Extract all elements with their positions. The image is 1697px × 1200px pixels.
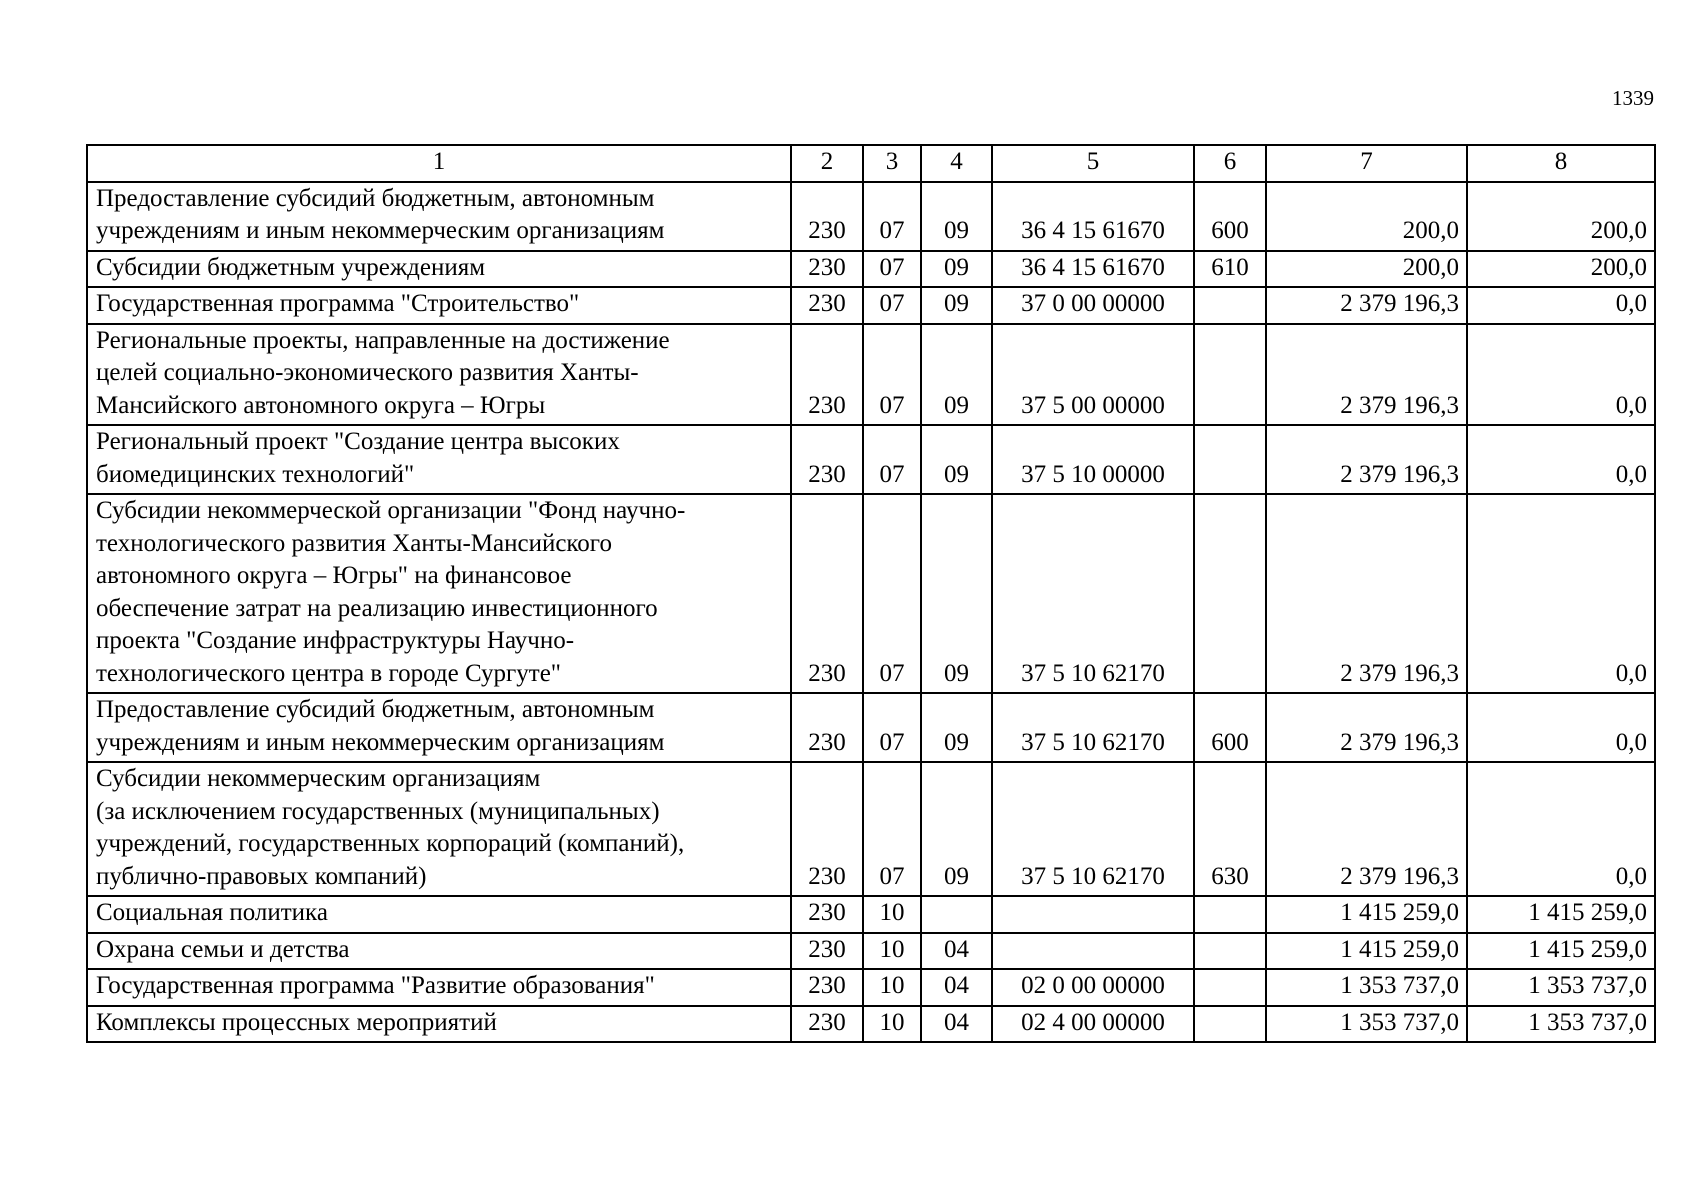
cell-description xyxy=(87,251,791,288)
cell-expense-type xyxy=(1194,287,1266,324)
cell-expense-type xyxy=(1194,494,1266,693)
table-row xyxy=(87,251,1655,288)
cell-target-article: 36 4 15 61670 xyxy=(992,182,1194,251)
description-line: учреждениям и иным некоммерческим организациям xyxy=(96,217,665,244)
description-line: учреждений, государственных корпораций (компаний), xyxy=(96,830,685,857)
cell-section: 07 xyxy=(863,693,921,762)
description-line: технологического развития Ханты-Мансийского xyxy=(96,529,612,557)
cell-section: 07 xyxy=(863,324,921,426)
header-col-3: 3 xyxy=(863,145,921,182)
header-col-6: 6 xyxy=(1194,145,1266,182)
cell-section: 10 xyxy=(863,969,921,1006)
cell-amount-col7: 2 379 196,3 xyxy=(1266,693,1467,762)
cell-subsection: 09 xyxy=(921,251,992,288)
description-line: технологического центра в городе Сургуте" xyxy=(96,659,561,687)
cell-section: 07 xyxy=(863,182,921,251)
cell-subsection: 09 xyxy=(921,494,992,693)
cell-chapter: 230 xyxy=(791,1006,863,1043)
cell-amount-col8: 1 415 259,0 xyxy=(1467,896,1655,933)
cell-description xyxy=(87,693,791,762)
cell-subsection: 09 xyxy=(921,425,992,494)
cell-amount-col7: 2 379 196,3 xyxy=(1266,762,1467,896)
cell-target-article: 02 0 00 00000 xyxy=(992,969,1194,1006)
table-row xyxy=(87,494,1655,693)
cell-description xyxy=(87,933,791,970)
cell-subsection: 09 xyxy=(921,324,992,426)
cell-amount-col7: 2 379 196,3 xyxy=(1266,425,1467,494)
cell-section: 07 xyxy=(863,762,921,896)
description-line: учреждениям и иным некоммерческим организациям xyxy=(96,728,665,756)
cell-description xyxy=(87,182,791,251)
description-line: Социальная политика xyxy=(96,899,328,926)
description-line: Комплексы процессных мероприятий xyxy=(96,1008,497,1036)
cell-amount-col7: 1 353 737,0 xyxy=(1266,969,1467,1006)
cell-subsection: 04 xyxy=(921,969,992,1006)
cell-description xyxy=(87,762,791,896)
description-line: Субсидии некоммерческой организации "Фонд научно- xyxy=(96,497,686,524)
description-line: Государственная программа "Строительство" xyxy=(96,290,580,317)
cell-description xyxy=(87,494,791,693)
cell-amount-col7: 2 379 196,3 xyxy=(1266,287,1467,324)
cell-chapter: 230 xyxy=(791,425,863,494)
page-number: 1339 xyxy=(1612,86,1654,110)
cell-chapter: 230 xyxy=(791,693,863,762)
cell-expense-type: 610 xyxy=(1194,251,1266,288)
cell-target-article: 02 4 00 00000 xyxy=(992,1006,1194,1043)
cell-expense-type xyxy=(1194,324,1266,426)
header-col-5: 5 xyxy=(992,145,1194,182)
cell-target-article xyxy=(992,933,1194,970)
cell-amount-col8: 1 353 737,0 xyxy=(1467,1006,1655,1043)
cell-amount-col7: 1 415 259,0 xyxy=(1266,896,1467,933)
header-col-4: 4 xyxy=(921,145,992,182)
cell-subsection: 09 xyxy=(921,762,992,896)
description-line: автономного округа – Югры" на финансовое xyxy=(96,562,572,589)
cell-target-article: 37 5 10 62170 xyxy=(992,494,1194,693)
cell-target-article: 37 0 00 00000 xyxy=(992,287,1194,324)
cell-amount-col8: 200,0 xyxy=(1467,251,1655,288)
table-row xyxy=(87,933,1655,970)
description-line: Предоставление субсидий бюджетным, автономным xyxy=(96,184,655,212)
cell-amount-col8: 1 353 737,0 xyxy=(1467,969,1655,1006)
cell-target-article: 36 4 15 61670 xyxy=(992,251,1194,288)
cell-section: 07 xyxy=(863,494,921,693)
table-row xyxy=(87,324,1655,426)
description-line: (за исключением государственных (муниципальных) xyxy=(96,797,660,825)
table-row xyxy=(87,969,1655,1006)
cell-subsection xyxy=(921,896,992,933)
description-line: публично-правовых компаний) xyxy=(96,862,427,890)
description-line: Региональные проекты, направленные на достижение xyxy=(96,326,670,354)
cell-description xyxy=(87,324,791,426)
cell-target-article xyxy=(992,896,1194,933)
description-line: обеспечение затрат на реализацию инвестиционного xyxy=(96,594,658,622)
table-row xyxy=(87,182,1655,251)
cell-section: 07 xyxy=(863,251,921,288)
cell-amount-col8: 0,0 xyxy=(1467,287,1655,324)
description-line: Субсидии бюджетным учреждениям xyxy=(96,253,486,281)
cell-target-article: 37 5 10 62170 xyxy=(992,693,1194,762)
cell-chapter: 230 xyxy=(791,287,863,324)
cell-amount-col7: 1 415 259,0 xyxy=(1266,933,1467,970)
cell-chapter: 230 xyxy=(791,762,863,896)
cell-amount-col8: 200,0 xyxy=(1467,182,1655,251)
cell-amount-col7: 200,0 xyxy=(1266,182,1467,251)
cell-description xyxy=(87,287,791,324)
table-row xyxy=(87,287,1655,324)
description-line: биомедицинских технологий" xyxy=(96,460,415,488)
cell-description xyxy=(87,425,791,494)
cell-chapter: 230 xyxy=(791,933,863,970)
cell-chapter: 230 xyxy=(791,251,863,288)
description-line: Охрана семьи и детства xyxy=(96,935,350,963)
cell-amount-col8: 0,0 xyxy=(1467,425,1655,494)
table-row xyxy=(87,1006,1655,1043)
cell-amount-col7: 1 353 737,0 xyxy=(1266,1006,1467,1043)
cell-chapter: 230 xyxy=(791,182,863,251)
header-col-8: 8 xyxy=(1467,145,1655,182)
cell-target-article: 37 5 10 62170 xyxy=(992,762,1194,896)
cell-expense-type: 600 xyxy=(1194,182,1266,251)
cell-amount-col7: 2 379 196,3 xyxy=(1266,324,1467,426)
table-row xyxy=(87,896,1655,933)
cell-description xyxy=(87,969,791,1006)
cell-subsection: 04 xyxy=(921,1006,992,1043)
header-col-1: 1 xyxy=(87,145,791,182)
cell-chapter: 230 xyxy=(791,896,863,933)
cell-description xyxy=(87,896,791,933)
cell-expense-type: 630 xyxy=(1194,762,1266,896)
cell-expense-type xyxy=(1194,896,1266,933)
description-line: Мансийского автономного округа – Югры xyxy=(96,391,546,419)
cell-expense-type: 600 xyxy=(1194,693,1266,762)
cell-target-article: 37 5 00 00000 xyxy=(992,324,1194,426)
cell-subsection: 09 xyxy=(921,287,992,324)
description-line: проекта "Создание инфраструктуры Научно- xyxy=(96,627,575,654)
cell-subsection: 04 xyxy=(921,933,992,970)
table-row xyxy=(87,425,1655,494)
cell-expense-type xyxy=(1194,1006,1266,1043)
description-line: Субсидии некоммерческим организациям xyxy=(96,765,541,792)
cell-expense-type xyxy=(1194,425,1266,494)
cell-amount-col8: 0,0 xyxy=(1467,762,1655,896)
table-row xyxy=(87,693,1655,762)
header-col-2: 2 xyxy=(791,145,863,182)
cell-expense-type xyxy=(1194,933,1266,970)
cell-expense-type xyxy=(1194,969,1266,1006)
cell-section: 10 xyxy=(863,896,921,933)
description-line: Предоставление субсидий бюджетным, автономным xyxy=(96,696,655,723)
cell-amount-col8: 0,0 xyxy=(1467,494,1655,693)
cell-section: 07 xyxy=(863,287,921,324)
table-header-row xyxy=(87,145,1655,182)
cell-target-article: 37 5 10 00000 xyxy=(992,425,1194,494)
cell-section: 07 xyxy=(863,425,921,494)
cell-amount-col8: 0,0 xyxy=(1467,693,1655,762)
budget-table xyxy=(86,144,1656,1043)
cell-subsection: 09 xyxy=(921,693,992,762)
description-line: Государственная программа "Развитие образования" xyxy=(96,972,655,999)
header-col-7: 7 xyxy=(1266,145,1467,182)
cell-section: 10 xyxy=(863,1006,921,1043)
cell-section: 10 xyxy=(863,933,921,970)
cell-amount-col8: 1 415 259,0 xyxy=(1467,933,1655,970)
cell-chapter: 230 xyxy=(791,969,863,1006)
table-row xyxy=(87,762,1655,896)
cell-amount-col7: 200,0 xyxy=(1266,251,1467,288)
cell-amount-col7: 2 379 196,3 xyxy=(1266,494,1467,693)
cell-chapter: 230 xyxy=(791,494,863,693)
cell-amount-col8: 0,0 xyxy=(1467,324,1655,426)
cell-chapter: 230 xyxy=(791,324,863,426)
description-line: целей социально-экономического развития Ханты- xyxy=(96,359,639,386)
cell-description xyxy=(87,1006,791,1043)
description-line: Региональный проект "Создание центра высоких xyxy=(96,428,620,455)
cell-subsection: 09 xyxy=(921,182,992,251)
